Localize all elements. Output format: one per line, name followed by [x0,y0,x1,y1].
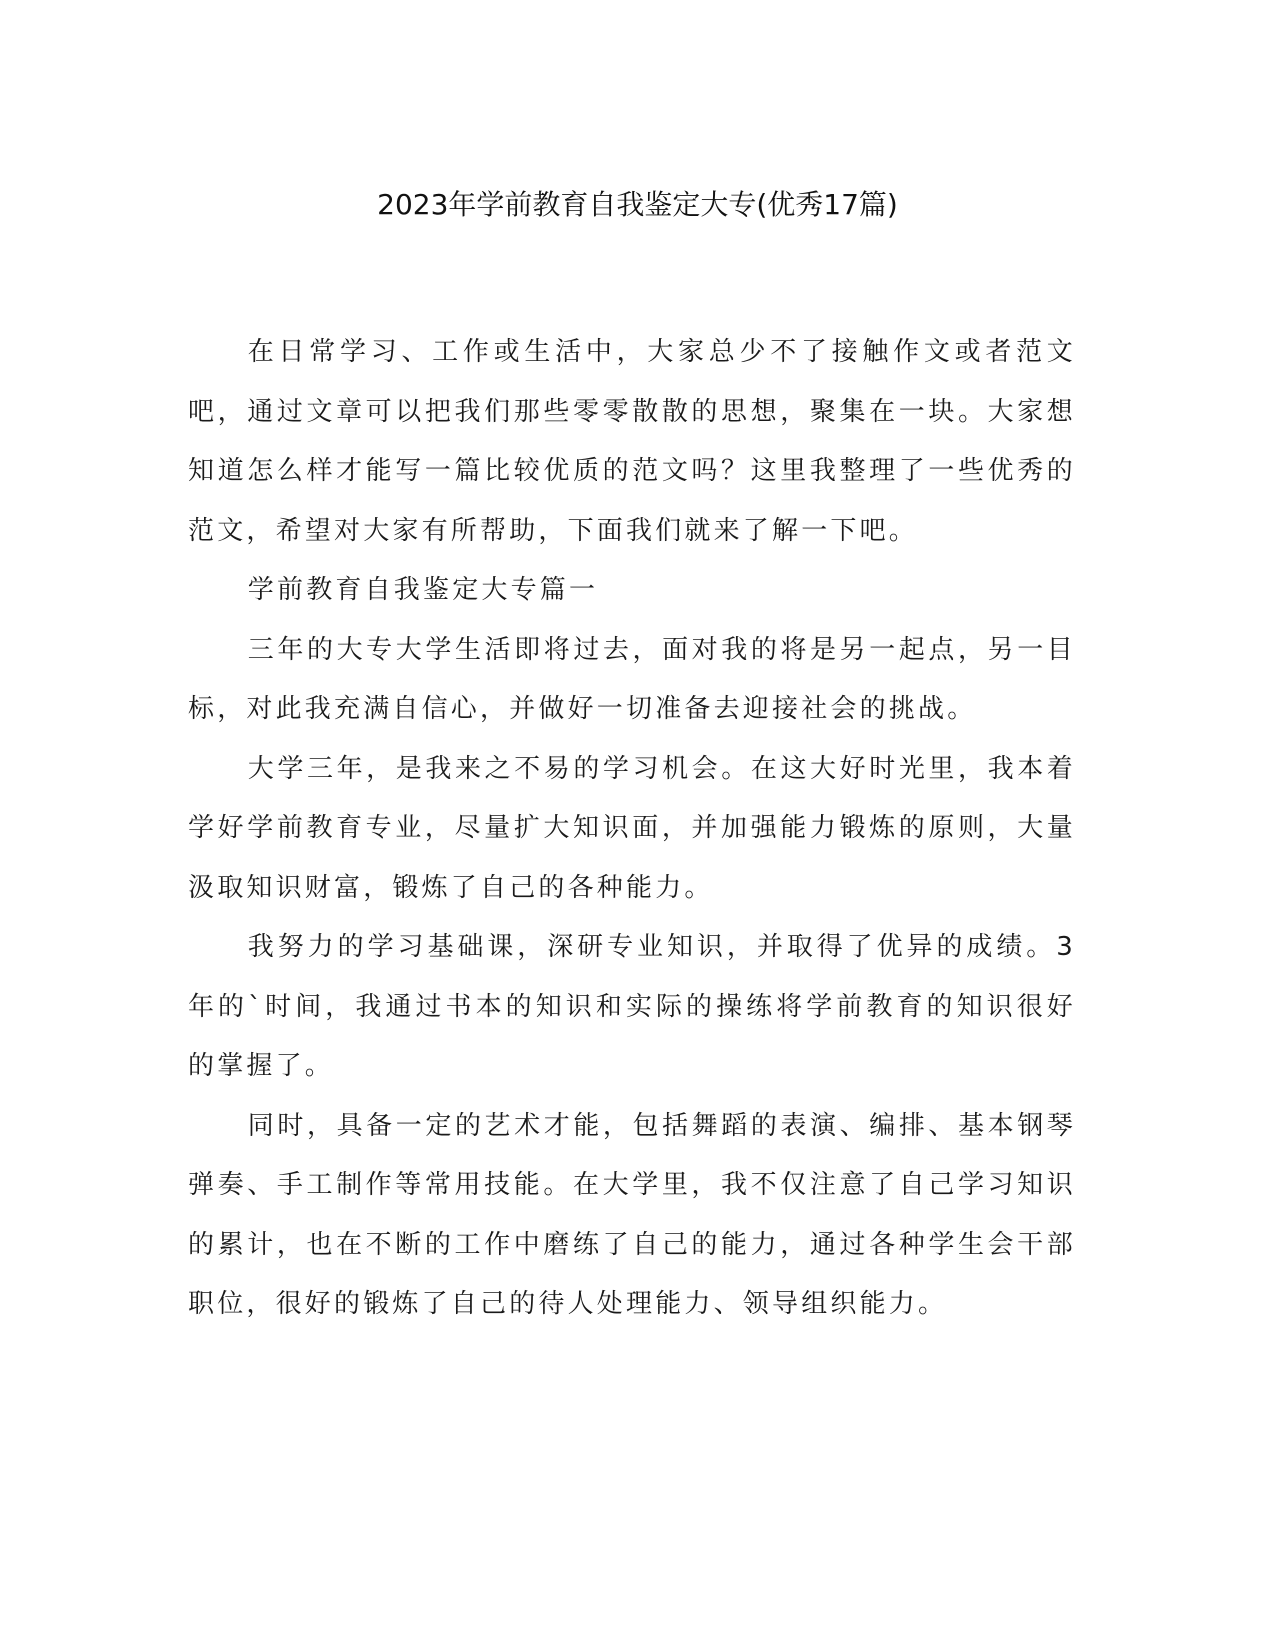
paragraph: 同时，具备一定的艺术才能，包括舞蹈的表演、编排、基本钢琴弹奏、手工制作等常用技能。在大学里，我不仅注意了自己学习知识的累计，也在不断的工作中磨练了自己的能力，通过各种学生会干部职位，很好的锻炼了自己的待人处理能力、领导组织能力。 [188,1110,1076,1319]
paragraph: 大学三年，是我来之不易的学习机会。在这大好时光里，我本着学好学前教育专业，尽量扩大知识面，并加强能力锻炼的原则，大量汲取知识财富，锻炼了自己的各种能力。 [188,753,1076,903]
section-heading: 学前教育自我鉴定大专篇一 [247,575,599,605]
paragraph: 我努力的学习基础课，深研专业知识，并取得了优异的成绩。3年的`时间，我通过书本的知识和实际的操练将学前教育的知识很好的掌握了。 [188,932,1076,1081]
paragraph-intro: 在日常学习、工作或生活中，大家总少不了接触作文或者范文吧，通过文章可以把我们那些零零散散的思想，聚集在一块。大家想知道怎么样才能写一篇比较优质的范文吗？这里我整理了一些优秀的范文，希望对大家有所帮助，下面我们就来了解一下吧。 [188,337,1076,546]
paragraph: 三年的大专大学生活即将过去，面对我的将是另一起点，另一目标，对此我充满自信心，并做好一切准备去迎接社会的挑战。 [188,634,1076,724]
document-body [188,323,1076,1335]
document-title: 2023年学前教育自我鉴定大专(优秀17篇) [377,188,898,221]
